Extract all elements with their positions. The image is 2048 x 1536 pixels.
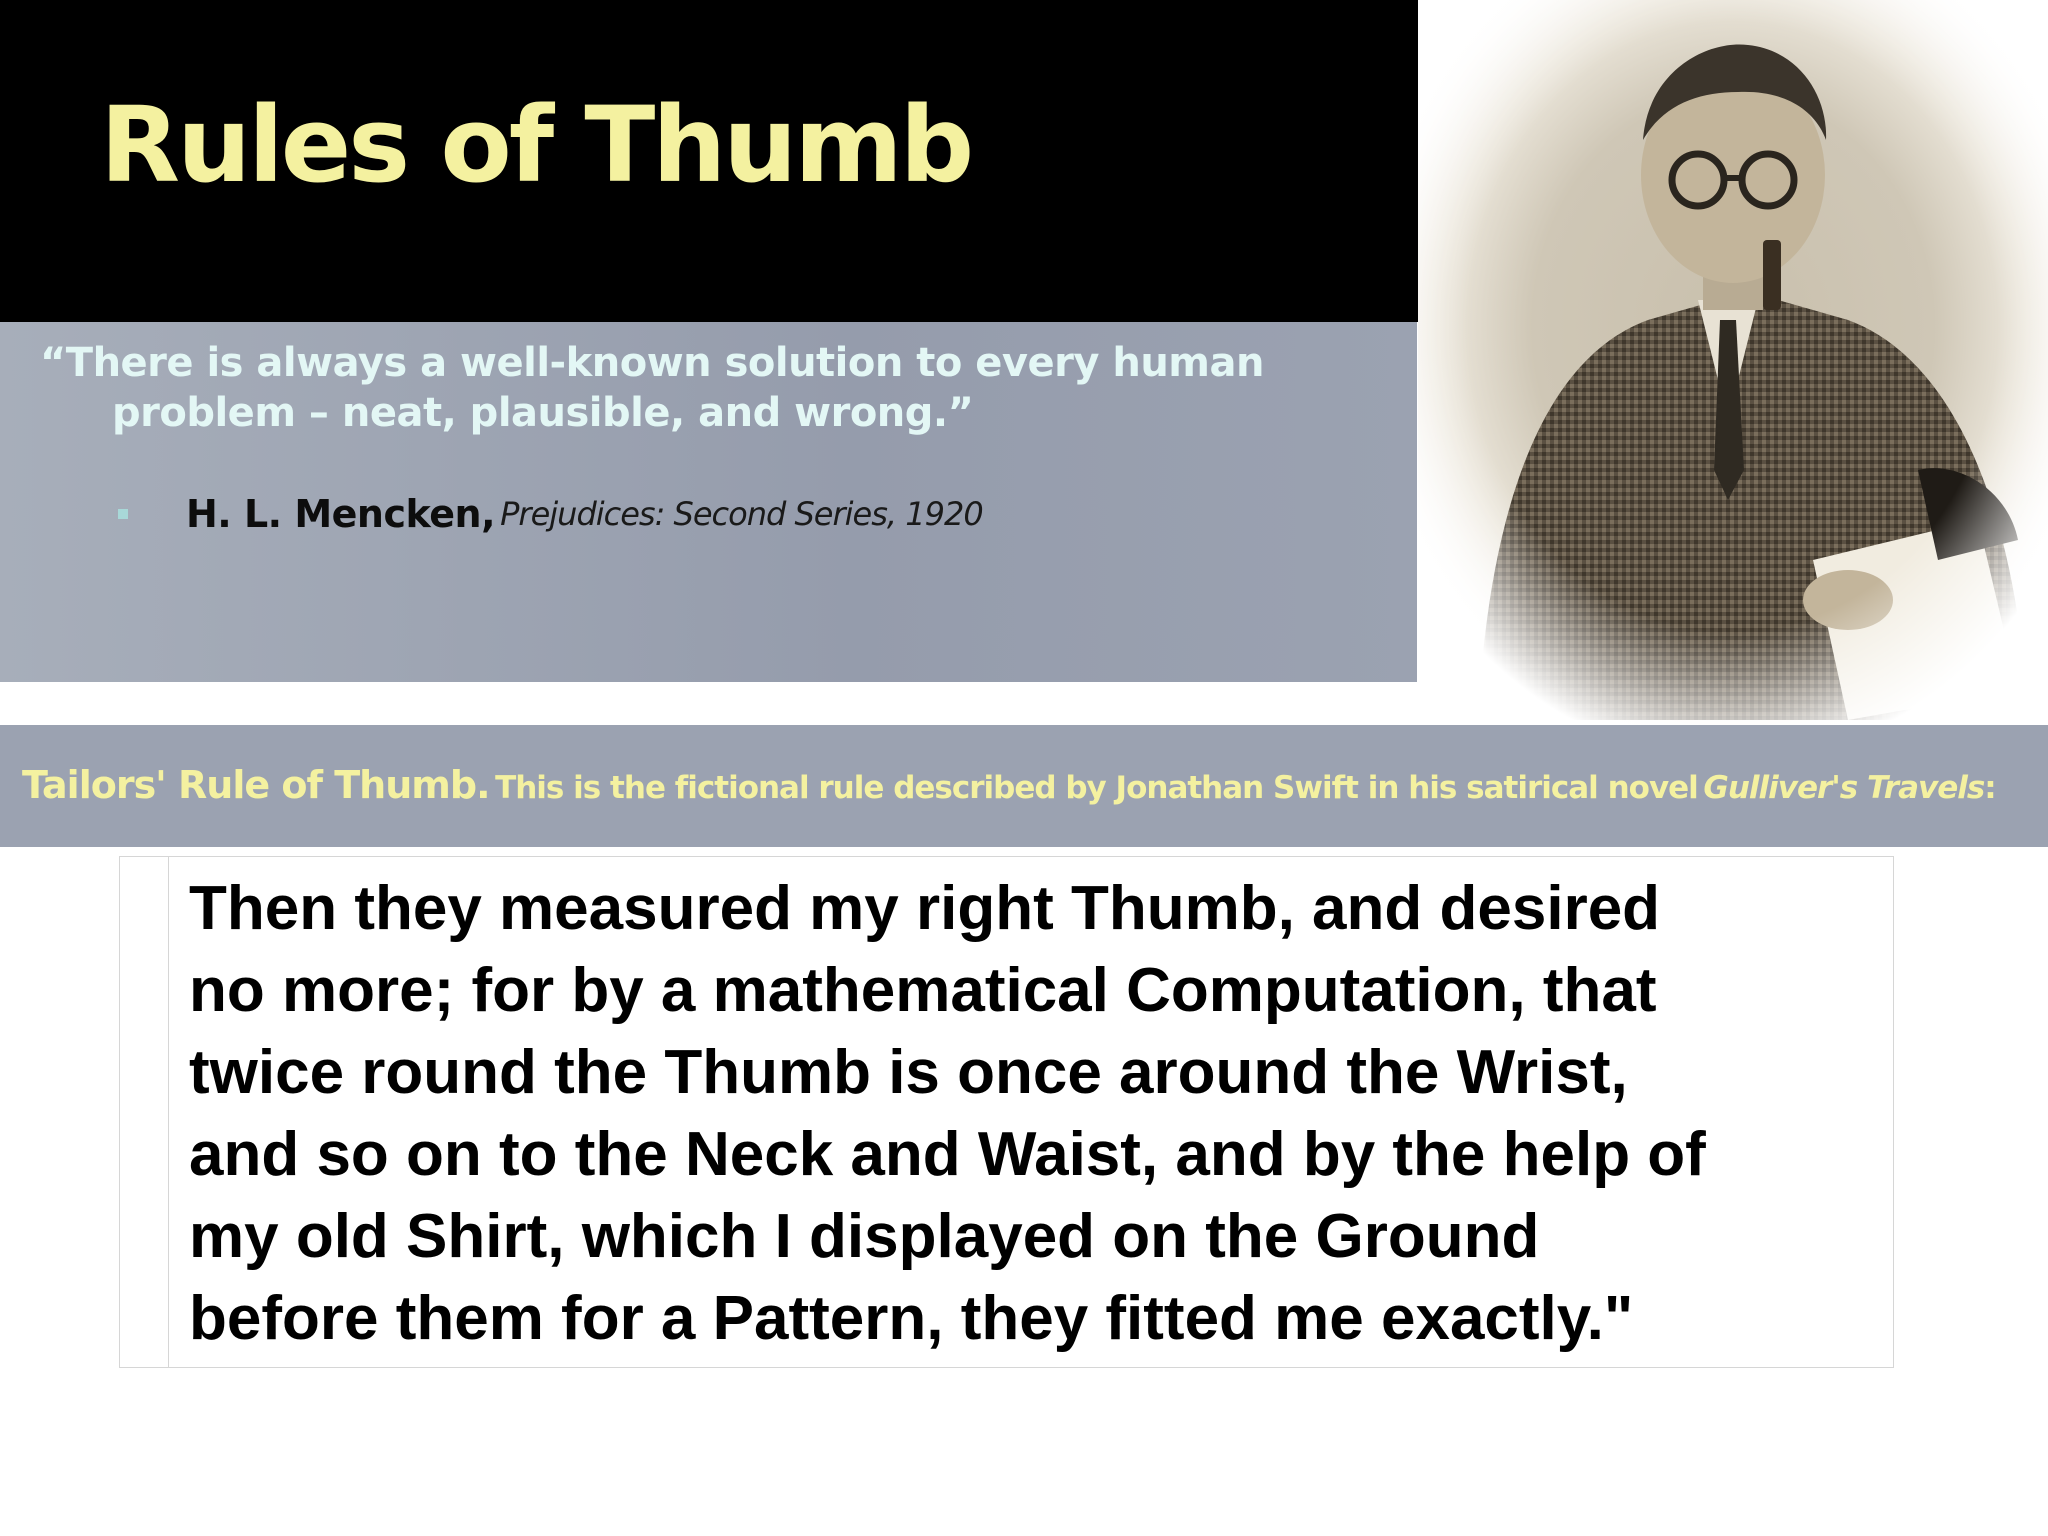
gulliver-excerpt <box>189 868 1869 1360</box>
caption-colon: : <box>1984 770 1996 806</box>
excerpt-box-divider <box>168 857 169 1367</box>
tailors-rule-heading: Tailors' Rule of Thumb. <box>22 763 490 807</box>
book-title: Gulliver's Travels <box>1703 770 1985 806</box>
portrait-illustration <box>1418 0 2048 725</box>
quote-source: Prejudices: Second Series, 1920 <box>500 495 983 533</box>
quote-line-2: problem – neat, plausible, and wrong.” <box>112 390 974 436</box>
excerpt-line: before them for a Pattern, they fitted me exactly." <box>189 1284 1634 1353</box>
excerpt-line: no more; for by a mathematical Computation, that <box>189 956 1657 1025</box>
quote-author: H. L. Mencken <box>186 492 482 536</box>
attribution-separator: , <box>481 492 496 536</box>
slide-title: Rules of Thumb <box>100 84 972 206</box>
mencken-quote <box>40 338 1380 438</box>
square-bullet-icon <box>118 509 128 519</box>
mencken-portrait-photo <box>1418 0 2048 725</box>
excerpt-line: and so on to the Neck and Waist, and by the help of <box>189 1120 1706 1189</box>
excerpt-line: my old Shirt, which I displayed on the Ground <box>189 1202 1540 1271</box>
tailors-rule-caption <box>22 765 1996 807</box>
excerpt-line: twice round the Thumb is once around the Wrist, <box>189 1038 1628 1107</box>
tailors-rule-description: This is the fictional rule described by Jonathan Swift in his satirical novel <box>495 770 1698 806</box>
quote-line-1: “There is always a well-known solution to every human <box>40 340 1264 386</box>
quote-attribution <box>118 492 983 536</box>
excerpt-line: Then they measured my right Thumb, and desired <box>189 874 1661 943</box>
